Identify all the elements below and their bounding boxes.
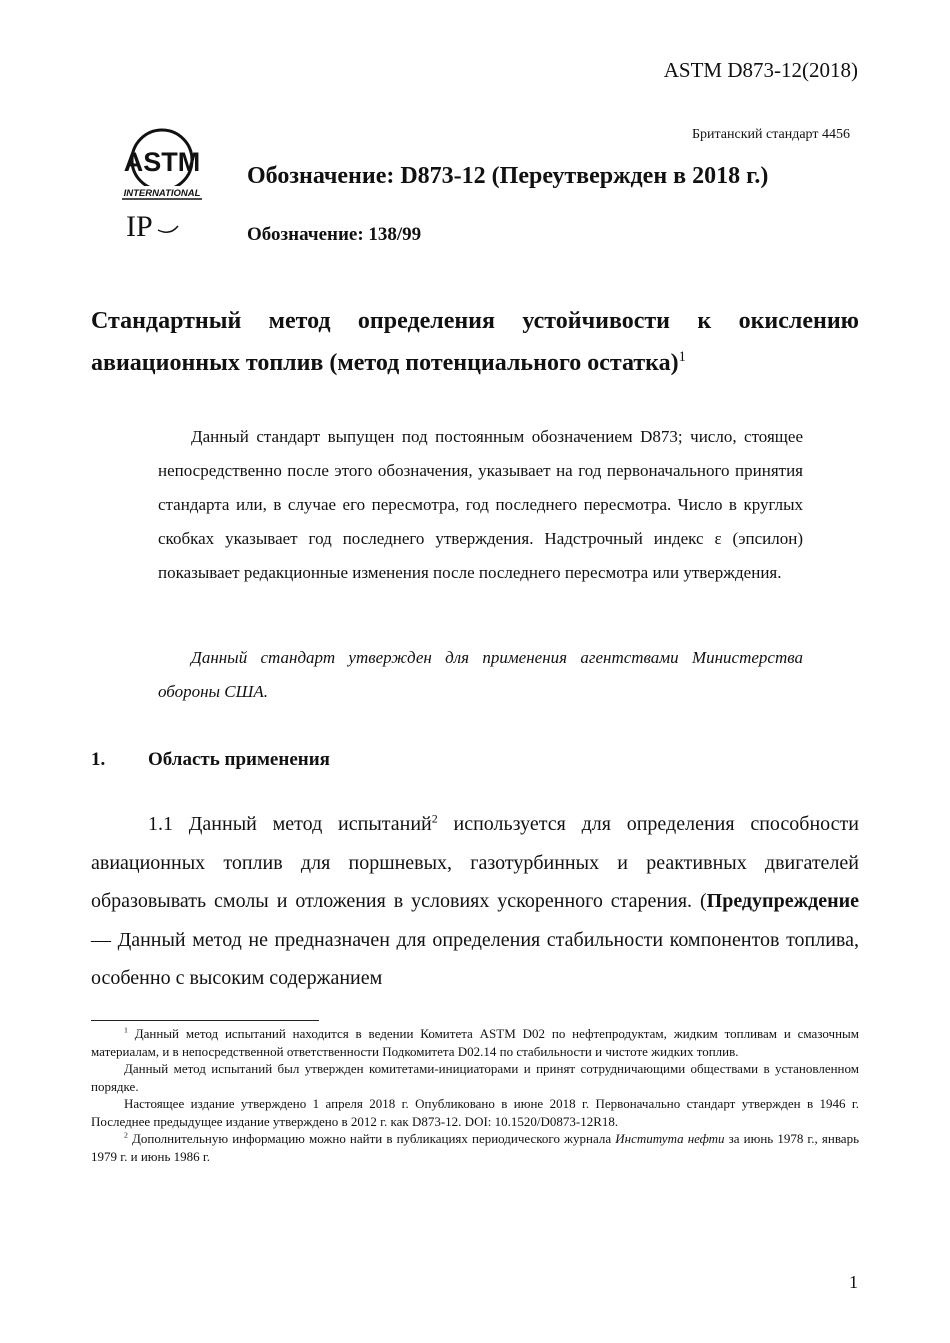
- standard-notice: Данный стандарт выпущен под постоянным обозначением D873; число, стоящее непосредственно после этого обозначения, указывает на год первоначального принятия стандарта или, в случае его пересмотра, год последнего пересмотра. Число в круглых скобках указывает год последнего утверждения. Надстрочный индекс ε (эпсилон) показывает редакционные изменения после последнего пересмотра или утверждения.: [158, 427, 803, 582]
- footnotes: [91, 1025, 859, 1165]
- warning-label: Предупреждение: [706, 890, 859, 912]
- astm-logo-icon: [118, 126, 206, 244]
- footnote-1-number: 1: [124, 1025, 128, 1035]
- designation-main: Обозначение: D873-12 (Переутвержден в 2018 г.): [247, 163, 769, 189]
- footnote-1-para-3: Настоящее издание утверждено 1 апреля 2018 г. Опубликовано в июне 2018 г. Первоначально стандарт утвержден в 1946 г. Последнее предыдущее издание утверждено в 2012 г. как D873-12. DOI: 10.1520/D0873-12R18.: [91, 1096, 859, 1129]
- title-line-2-text: авиационных топлив (метод потенциального остатка): [91, 350, 679, 376]
- footnote-2-text-start: Дополнительную информацию можно найти в публикациях периодического журнала: [127, 1131, 616, 1146]
- footnote-2-journal: Института нефти: [615, 1131, 725, 1146]
- title-line-2: [91, 342, 859, 384]
- section-title: Область применения: [148, 749, 330, 770]
- scope-text-end: — Данный метод не предназначен для определения стабильности компонентов топлива, особенно с высоким содержанием: [91, 928, 859, 989]
- logo-international-text: INTERNATIONAL: [123, 188, 201, 199]
- footnote-2-text-end: за июнь 1978 г., январь 1979 г. и июнь 1986 г.: [91, 1131, 860, 1164]
- footnote-2: [91, 1130, 859, 1165]
- section-number: 1.: [91, 749, 106, 770]
- british-standard-label: Британский стандарт 4456: [691, 127, 850, 142]
- title-line-1: Стандартный метод определения устойчивости к окислению: [91, 308, 859, 334]
- scope-text-start: 1.1 Данный метод испытаний: [148, 813, 432, 835]
- section-heading: [91, 749, 330, 771]
- scope-text-mid: используется для определения способности авиационных топлив для поршневых, газотурбинных и реактивных двигателей образовывать смолы и отложения в условиях ускоренного старения. (: [91, 813, 859, 912]
- footnote-1: [91, 1025, 859, 1060]
- astm-ip-logo: [118, 126, 206, 244]
- logo-ip-text: IP: [126, 210, 153, 243]
- document-title: [91, 300, 859, 384]
- footnote-divider: [91, 1020, 319, 1021]
- footnote-1-text: Данный метод испытаний находится в ведении Комитета ASTM D02 по нефтепродуктам, жидким топливам и смазочным материалам, и в непосредственной ответственности Подкомитета D02.14 по стабильности и чистоте жидких топлив.: [91, 1026, 859, 1059]
- scope-footnote-ref: 2: [431, 811, 438, 826]
- scope-paragraph: [91, 805, 859, 998]
- approval-notice: Данный стандарт утвержден для применения агентствами Министерства обороны США.: [158, 648, 803, 701]
- logo-astm-text: ASTM: [123, 147, 201, 177]
- document-id: ASTM D873-12(2018): [663, 58, 858, 82]
- title-footnote-ref: 1: [678, 349, 686, 365]
- page-number: 1: [849, 1272, 858, 1292]
- footnote-2-number: 2: [124, 1130, 128, 1140]
- designation-ip: Обозначение: 138/99: [247, 224, 422, 245]
- footnote-1-para-2: Данный метод испытаний был утвержден комитетами-инициаторами и принят сотрудничающими обществами в установленном порядке.: [91, 1061, 859, 1094]
